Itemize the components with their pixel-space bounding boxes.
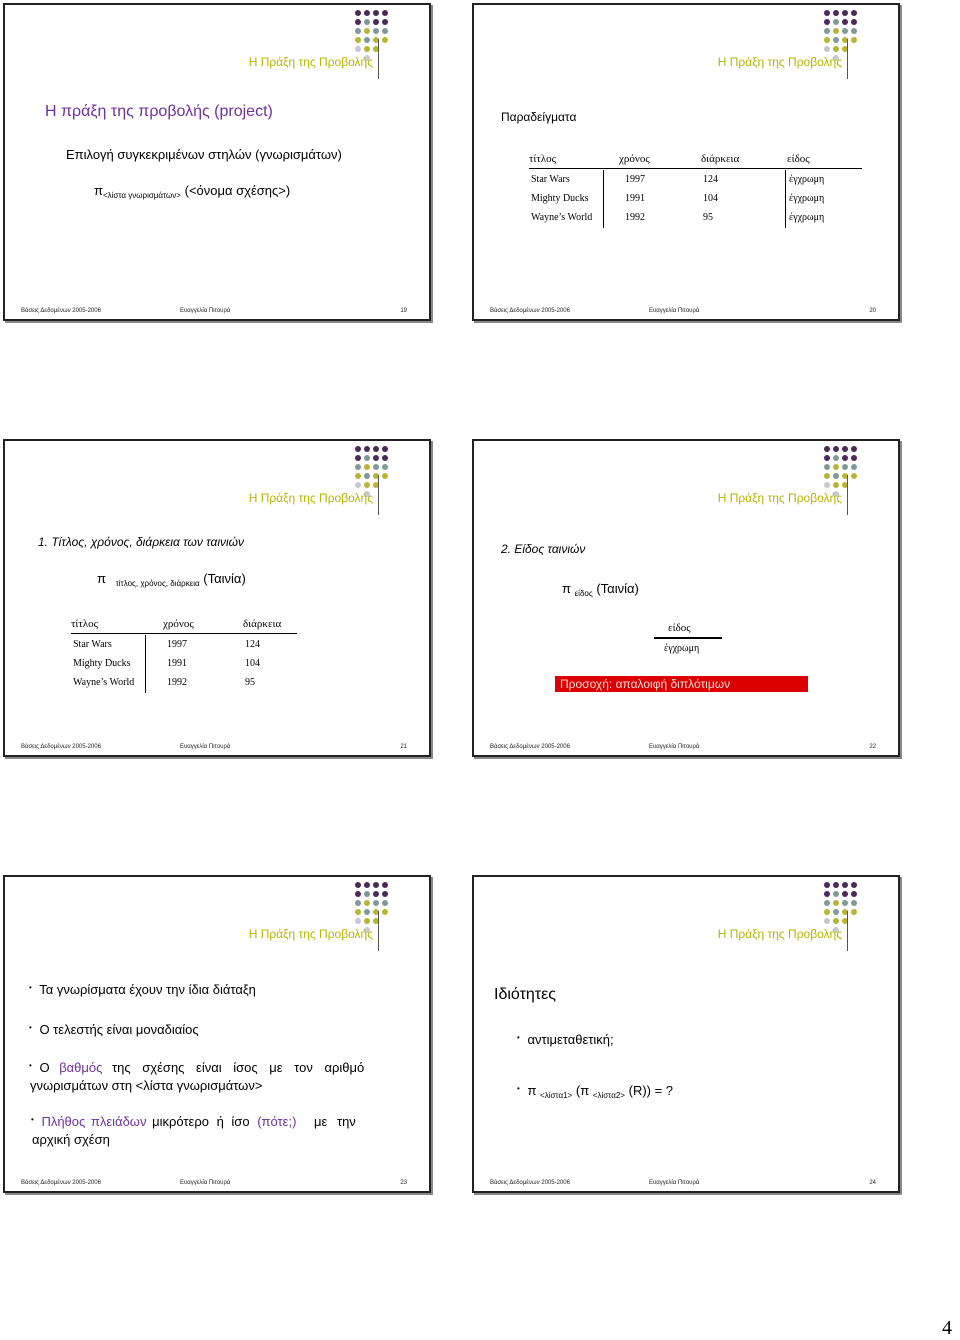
decorative-dot — [842, 882, 848, 888]
decorative-dot — [373, 10, 379, 16]
formula-argument: (Ταινία) — [203, 571, 246, 586]
decorative-dot — [851, 882, 857, 888]
table-cell: 124 — [245, 639, 260, 650]
header-title: Η Πράξη της Προβολής — [717, 55, 842, 69]
bullet-degree — [29, 1060, 401, 1075]
table-header: χρόνος — [163, 618, 194, 630]
slide-number: 19 — [400, 308, 407, 314]
header-title: Η Πράξη της Προβολής — [248, 927, 373, 941]
decorative-dot — [364, 473, 370, 479]
table-header: τίτλος — [71, 618, 98, 630]
decorative-dot — [842, 464, 848, 470]
decorative-dot — [842, 28, 848, 34]
footer-author: Ευαγγελία Πιτουρά — [649, 308, 700, 314]
decorative-dot — [382, 900, 388, 906]
decorative-dot — [824, 446, 830, 452]
decorative-dot — [382, 37, 388, 43]
footer-author: Ευαγγελία Πιτουρά — [180, 308, 231, 314]
slide-24 — [472, 875, 900, 1193]
table-cell: έγχρωμη — [789, 212, 825, 223]
decorative-dot — [824, 464, 830, 470]
decorative-dot — [355, 464, 361, 470]
decorative-dot — [824, 19, 830, 25]
decorative-dot — [382, 464, 388, 470]
decorative-dot — [364, 891, 370, 897]
decorative-dot — [355, 909, 361, 915]
formula-subscript: <λίστα2> — [592, 1091, 625, 1100]
decorative-dot — [364, 464, 370, 470]
decorative-dot — [382, 446, 388, 452]
header-divider — [847, 39, 848, 79]
decorative-dot — [373, 455, 379, 461]
decorative-dot — [355, 28, 361, 34]
term-tuples: πλειάδων — [90, 1114, 147, 1129]
formula-subscript: <λίστα γνωρισμάτων> — [102, 191, 181, 200]
decorative-dot — [355, 900, 361, 906]
decorative-dot — [833, 482, 839, 488]
slide-text: Επιλογή συγκεκριμένων στηλών (γνωρισμάτων) — [66, 147, 342, 162]
table-cell: Mighty Ducks — [531, 193, 589, 204]
decorative-dot — [355, 37, 361, 43]
bullet-cardinality-line2: αρχική σχέση — [32, 1132, 110, 1147]
decorative-dot — [355, 473, 361, 479]
formula-subscript: είδος — [574, 589, 593, 598]
header-divider — [847, 475, 848, 515]
header-title: Η Πράξη της Προβολής — [248, 491, 373, 505]
slide-title: Παραδείγματα — [501, 110, 577, 124]
slide-23 — [3, 875, 431, 1193]
footer-course: Βάσεις Δεδομένων 2005-2006 — [490, 308, 570, 314]
decorative-dot — [833, 446, 839, 452]
decorative-dot — [382, 891, 388, 897]
decorative-dot — [851, 473, 857, 479]
slide-number: 20 — [869, 308, 876, 314]
decorative-dot — [373, 446, 379, 452]
table-cell: Wayne’s World — [73, 677, 135, 688]
footer-course: Βάσεις Δεδομένων 2005-2006 — [21, 1180, 101, 1186]
table-cell: 95 — [245, 677, 255, 688]
formula-argument: (Ταινία) — [596, 581, 639, 596]
decorative-dot — [842, 455, 848, 461]
bullet-projection-formula — [517, 1083, 673, 1100]
decorative-dot — [851, 10, 857, 16]
bullet-commutative — [517, 1032, 614, 1047]
table-cell: έγχρωμη — [789, 174, 825, 185]
slide-21 — [3, 439, 431, 757]
decorative-dot — [824, 900, 830, 906]
table-cell: 1997 — [167, 639, 187, 650]
decorative-dot — [364, 28, 370, 34]
table-header: τίτλος — [529, 153, 556, 165]
slide-title: Η πράξη της προβολής (project) — [45, 103, 273, 120]
decorative-dot — [355, 455, 361, 461]
slide-number: 24 — [869, 1180, 876, 1186]
decorative-dot — [382, 19, 388, 25]
header-title: Η Πράξη της Προβολής — [717, 491, 842, 505]
decorative-dot — [842, 900, 848, 906]
slide-number: 21 — [400, 744, 407, 750]
genre-table — [654, 622, 724, 662]
footer-course: Βάσεις Δεδομένων 2005-2006 — [490, 1180, 570, 1186]
header-underline — [71, 633, 297, 634]
decorative-dot — [851, 455, 857, 461]
decorative-dot — [364, 19, 370, 25]
decorative-dot — [842, 891, 848, 897]
decorative-dot — [824, 918, 830, 924]
footer-author: Ευαγγελία Πιτουρά — [180, 744, 231, 750]
decorative-dot — [373, 19, 379, 25]
decorative-dot — [355, 46, 361, 52]
decorative-dot — [833, 882, 839, 888]
decorative-dot — [842, 446, 848, 452]
decorative-dot — [833, 900, 839, 906]
decorative-dot — [382, 909, 388, 915]
decorative-dot — [824, 28, 830, 34]
decorative-dot — [364, 455, 370, 461]
table-cell: Wayne’s World — [531, 212, 593, 223]
decorative-dot — [355, 446, 361, 452]
decorative-dot — [382, 10, 388, 16]
decorative-dot — [833, 918, 839, 924]
table-cell: 1992 — [625, 212, 645, 223]
bullet-unary-operator — [29, 1022, 199, 1037]
decorative-dot — [851, 464, 857, 470]
decorative-dot — [364, 918, 370, 924]
decorative-dot — [364, 446, 370, 452]
decorative-dot — [851, 19, 857, 25]
decorative-dot — [851, 891, 857, 897]
formula — [562, 581, 639, 598]
decorative-dot — [833, 891, 839, 897]
bullet-cardinality — [31, 1114, 356, 1129]
decorative-dot — [833, 28, 839, 34]
page-number: 4 — [942, 1317, 952, 1339]
table-cell: Mighty Ducks — [73, 658, 131, 669]
header-title: Η Πράξη της Προβολής — [248, 55, 373, 69]
pi-symbol: π — [97, 571, 106, 586]
slide-number: 22 — [869, 744, 876, 750]
table-header: είδος — [787, 153, 810, 165]
decorative-dot — [373, 28, 379, 34]
slide-19 — [3, 3, 431, 321]
decorative-dot — [355, 10, 361, 16]
table-cell: 95 — [703, 212, 713, 223]
decorative-dot — [833, 10, 839, 16]
header-divider — [378, 39, 379, 79]
slide-title: 1. Τίτλος, χρόνος, διάρκεια των ταινιών — [38, 535, 245, 549]
column-separator — [145, 635, 146, 693]
table-header: διάρκεια — [243, 618, 282, 630]
decorative-dot — [364, 37, 370, 43]
decorative-dot — [851, 909, 857, 915]
decorative-dot — [824, 891, 830, 897]
term-count: Πλήθος — [41, 1114, 86, 1129]
decorative-dot — [355, 882, 361, 888]
table-cell: 124 — [703, 174, 718, 185]
term-degree: βαθμός — [59, 1060, 103, 1075]
decorative-dot — [851, 28, 857, 34]
formula-subscript: τίτλος, χρόνος, διάρκεια — [115, 579, 200, 588]
footer-author: Ευαγγελία Πιτουρά — [180, 1180, 231, 1186]
decorative-dot — [382, 882, 388, 888]
decorative-dot — [824, 882, 830, 888]
bullet-attributes-order — [29, 982, 256, 997]
movies-table — [529, 153, 869, 233]
decorative-dot — [355, 482, 361, 488]
slide-title: 2. Είδος ταινιών — [501, 542, 586, 556]
header-underline — [654, 637, 722, 639]
pi-symbol: π — [527, 1083, 537, 1098]
table-header: είδος — [668, 622, 691, 634]
decorative-dot — [833, 464, 839, 470]
bullet-text: της σχέσης είναι ίσος με τον αριθμό — [112, 1060, 365, 1075]
decorative-dot — [824, 37, 830, 43]
decorative-dot — [364, 10, 370, 16]
bullet-text: αντιμεταθετική; — [527, 1032, 614, 1047]
table-cell: 104 — [245, 658, 260, 669]
decorative-dot — [851, 900, 857, 906]
footer-course: Βάσεις Δεδομένων 2005-2006 — [21, 744, 101, 750]
bullet-text: με την — [314, 1114, 356, 1129]
decorative-dot — [364, 882, 370, 888]
slide-number: 23 — [400, 1180, 407, 1186]
column-separator — [785, 170, 786, 228]
decorative-dot — [833, 473, 839, 479]
decorative-dot — [364, 909, 370, 915]
formula-argument: (<όνομα σχέσης>) — [184, 183, 291, 198]
table-header: διάρκεια — [701, 153, 740, 165]
decorative-dot — [355, 891, 361, 897]
table-cell: 1992 — [167, 677, 187, 688]
header-divider — [847, 911, 848, 951]
header-underline — [529, 168, 862, 169]
footer-course: Βάσεις Δεδομένων 2005-2006 — [490, 744, 570, 750]
decorative-dot — [373, 891, 379, 897]
table-cell: 1991 — [625, 193, 645, 204]
slide-title: Ιδιότητες — [494, 986, 556, 1003]
decorative-dot — [382, 473, 388, 479]
bullet-text: Ο — [39, 1060, 50, 1075]
header-title: Η Πράξη της Προβολής — [717, 927, 842, 941]
term-when: (πότε;) — [257, 1114, 297, 1129]
table-cell: Star Wars — [73, 639, 112, 650]
decorative-dot — [824, 455, 830, 461]
decorative-dot — [833, 37, 839, 43]
decorative-dot — [824, 909, 830, 915]
decorative-dot — [382, 28, 388, 34]
footer-author: Ευαγγελία Πιτουρά — [649, 1180, 700, 1186]
decorative-dot — [833, 46, 839, 52]
decorative-dot — [373, 464, 379, 470]
movies-table — [71, 618, 311, 698]
decorative-dot — [364, 46, 370, 52]
header-divider — [378, 911, 379, 951]
pi-symbol: π — [94, 183, 103, 198]
column-separator — [603, 170, 604, 228]
slide-22 — [472, 439, 900, 757]
formula-subscript: <λίστα1> — [540, 1091, 573, 1100]
decorative-dot — [833, 19, 839, 25]
table-cell: 1991 — [167, 658, 187, 669]
warning-note: Προσοχή: απαλοιφή διπλότιμων — [555, 676, 808, 692]
decorative-dot — [851, 446, 857, 452]
bullet-degree-line2: γνωρισμάτων στη <λίστα γνωρισμάτων> — [30, 1078, 263, 1093]
formula-part: (π — [575, 1083, 590, 1098]
table-header: χρόνος — [619, 153, 650, 165]
decorative-dot — [824, 46, 830, 52]
decorative-dot — [842, 10, 848, 16]
bullet-text: Ο τελεστής είναι μοναδιαίος — [39, 1022, 199, 1037]
decorative-dot — [824, 473, 830, 479]
pi-symbol: π — [562, 581, 571, 596]
decorative-dot — [355, 19, 361, 25]
decorative-dot — [833, 455, 839, 461]
formula — [94, 183, 290, 200]
table-cell: 104 — [703, 193, 718, 204]
header-divider — [378, 475, 379, 515]
formula-part: (R)) = ? — [628, 1083, 674, 1098]
decorative-dot — [373, 882, 379, 888]
footer-author: Ευαγγελία Πιτουρά — [649, 744, 700, 750]
bullet-text: μικρότερο ή ίσο — [152, 1114, 250, 1129]
decorative-dot — [355, 918, 361, 924]
table-cell: έγχρωμη — [789, 193, 825, 204]
decorative-dot — [833, 909, 839, 915]
decorative-dot — [364, 900, 370, 906]
bullet-text: Τα γνωρίσματα έχουν την ίδια διάταξη — [39, 982, 256, 997]
decorative-dot — [842, 19, 848, 25]
table-cell: έγχρωμη — [664, 643, 700, 654]
decorative-dot — [851, 37, 857, 43]
table-cell: Star Wars — [531, 174, 570, 185]
footer-course: Βάσεις Δεδομένων 2005-2006 — [21, 308, 101, 314]
decorative-dot — [382, 455, 388, 461]
slide-20 — [472, 3, 900, 321]
decorative-dot — [824, 10, 830, 16]
decorative-dot — [373, 900, 379, 906]
decorative-dot — [364, 482, 370, 488]
formula — [97, 571, 246, 588]
decorative-dot — [824, 482, 830, 488]
table-cell: 1997 — [625, 174, 645, 185]
